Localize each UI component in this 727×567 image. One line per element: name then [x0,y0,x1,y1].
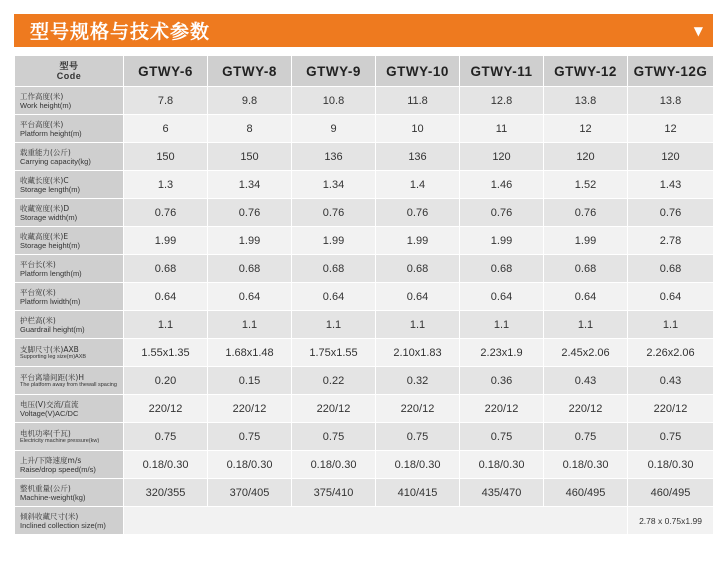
table-cell: 0.64 [376,283,459,310]
table-cell: 0.68 [208,255,291,282]
table-cell: 0.43 [544,367,627,394]
row-label-zh: 平台高度(米) [20,119,64,129]
section-header [14,14,713,47]
table-cell: 0.68 [544,255,627,282]
table-cell: 10.8 [292,87,375,114]
table-cell: 2.10x1.83 [376,339,459,366]
row-label-en: Supporting leg size(m)AXB [20,353,87,360]
table-cell: 1.46 [460,171,543,198]
table-cell: 2.23x1.9 [460,339,543,366]
table-cell: 9.8 [208,87,291,114]
table-cell: 220/12 [544,395,627,422]
model-header-row [15,56,713,86]
row-label [15,171,123,198]
row-label-zh: 收藏长度(米)C [20,175,69,185]
table-cell: 0.76 [460,199,543,226]
table-row [15,395,713,422]
table-cell: 2.78 x 0.75x1.99 [628,507,713,534]
table-cell: 0.76 [124,199,207,226]
table-cell: 0.75 [292,423,375,450]
row-label-zh: 整机重量(公斤) [20,483,71,493]
row-label-en: Storage height(m) [20,240,81,250]
table-cell: 0.32 [376,367,459,394]
table-cell: 0.18/0.30 [208,451,291,478]
table-cell: 375/410 [292,479,375,506]
row-label [15,311,123,338]
table-cell: 120 [460,143,543,170]
row-label-zh: 护栏高(米) [20,315,56,325]
row-label-en: Machine-weight(kg) [20,492,86,502]
table-cell: 1.99 [292,227,375,254]
model-header: GTWY-10 [376,56,459,86]
table-cell: 0.22 [292,367,375,394]
row-label [15,143,123,170]
table-cell: 320/355 [124,479,207,506]
table-cell: 0.64 [124,283,207,310]
row-label [15,451,123,478]
row-label-zh: 收藏高度(米)E [20,231,69,241]
table-cell: 0.43 [628,367,713,394]
table-cell: 10 [376,115,459,142]
table-cell: 0.76 [376,199,459,226]
table-cell: 13.8 [544,87,627,114]
table-cell: 0.64 [208,283,291,310]
row-label-zh: 收藏宽度(米)D [20,203,70,213]
row-label [15,115,123,142]
table-row [15,143,713,170]
table-row [15,227,713,254]
row-label [15,367,123,394]
row-label-zh: 平台宽(米) [20,287,56,297]
table-row [15,423,713,450]
row-label-zh: 平台离墙间距(米)H [20,372,84,382]
table-cell: 1.52 [544,171,627,198]
table-row [15,451,713,478]
table-row [15,339,713,366]
row-label-en: Platform length(m) [20,268,82,278]
table-cell: 0.75 [628,423,713,450]
table-cell: 0.68 [460,255,543,282]
table-row [15,171,713,198]
row-label-en: Electricity machine pressure(kw) [20,437,100,444]
row-label-en: Platform lwidth(m) [20,296,81,306]
table-cell: 1.75x1.55 [292,339,375,366]
row-label [15,87,123,114]
row-label-zh: 电压(V)交流/直流 [20,399,79,409]
table-cell: 9 [292,115,375,142]
code-label-en: Code [56,71,82,81]
table-cell: 1.99 [544,227,627,254]
table-cell: 1.1 [292,311,375,338]
table-row [15,367,713,394]
table-cell: 8 [208,115,291,142]
table-cell: 0.75 [460,423,543,450]
table-cell: 7.8 [124,87,207,114]
table-cell: 2.78 [628,227,713,254]
table-cell: 1.3 [124,171,207,198]
table-cell: 0.68 [292,255,375,282]
table-cell: 0.75 [376,423,459,450]
row-label-zh: 支脚尺寸(米)AXB [20,344,79,354]
table-cell: 150 [124,143,207,170]
row-label [15,395,123,422]
table-row [15,87,713,114]
table-cell: 0.18/0.30 [292,451,375,478]
table-cell: 370/405 [208,479,291,506]
table-row [15,283,713,310]
row-label-zh: 平台长(米) [20,259,56,269]
table-cell: 1.1 [628,311,713,338]
model-header: GTWY-8 [208,56,291,86]
table-cell: 220/12 [460,395,543,422]
model-header: GTWY-9 [292,56,375,86]
table-cell: 11.8 [376,87,459,114]
row-label-en: Guardrail height(m) [20,324,85,334]
table-cell: 1.99 [460,227,543,254]
table-cell: 1.1 [544,311,627,338]
code-label-zh: 型号 [59,61,79,71]
row-label [15,255,123,282]
collapse-arrow-icon[interactable]: ▼ [693,23,703,38]
table-cell: 1.1 [376,311,459,338]
table-cell: 0.75 [124,423,207,450]
table-cell: 0.20 [124,367,207,394]
table-cell: 0.68 [376,255,459,282]
section-title: 型号规格与技术参数 [30,21,211,43]
table-cell: 120 [628,143,713,170]
row-label-en: Storage width(m) [20,212,78,222]
table-cell: 1.1 [460,311,543,338]
model-header: GTWY-12G [628,56,713,86]
table-cell: 0.18/0.30 [376,451,459,478]
table-cell: 1.1 [124,311,207,338]
table-cell: 0.18/0.30 [628,451,713,478]
table-cell: 0.76 [544,199,627,226]
table-cell: 13.8 [628,87,713,114]
empty-cell [124,507,627,534]
table-row [15,199,713,226]
table-cell: 0.18/0.30 [460,451,543,478]
table-row [15,115,713,142]
spec-table-body [15,87,713,534]
table-cell: 136 [376,143,459,170]
row-label-zh: 倾斜收藏尺寸(米) [20,511,79,521]
table-cell: 0.18/0.30 [124,451,207,478]
table-cell: 6 [124,115,207,142]
row-label-en: Work height(m) [20,100,72,110]
row-label-en: Voltage(V)AC/DC [20,408,79,418]
table-cell: 0.64 [628,283,713,310]
table-row-inclined-size [15,507,713,534]
row-label [15,283,123,310]
row-label-en: Platform height(m) [20,128,82,138]
table-cell: 220/12 [376,395,459,422]
row-label [15,199,123,226]
table-cell: 1.99 [376,227,459,254]
table-cell: 0.76 [208,199,291,226]
table-cell: 1.1 [208,311,291,338]
table-cell: 410/415 [376,479,459,506]
table-cell: 0.64 [544,283,627,310]
row-label [15,423,123,450]
table-cell: 0.76 [292,199,375,226]
table-cell: 136 [292,143,375,170]
table-cell: 1.99 [208,227,291,254]
table-cell: 1.43 [628,171,713,198]
table-cell: 0.36 [460,367,543,394]
table-cell: 220/12 [292,395,375,422]
table-row [15,479,713,506]
table-cell: 0.75 [544,423,627,450]
row-label-en: Inclined collection size(m) [20,520,106,530]
table-cell: 1.68x1.48 [208,339,291,366]
row-label-zh: 工作高度(米) [20,91,64,101]
row-label-en: The platform away from thewall spacing [20,381,117,388]
row-label [15,479,123,506]
model-header: GTWY-12 [544,56,627,86]
table-cell: 460/495 [544,479,627,506]
model-header: GTWY-6 [124,56,207,86]
table-cell: 0.64 [292,283,375,310]
row-label-en: Storage length(m) [20,184,81,194]
row-label-zh: 上升/下降速度m/s [20,455,82,465]
table-cell: 460/495 [628,479,713,506]
table-cell: 1.34 [208,171,291,198]
row-label [15,227,123,254]
table-cell: 2.45x2.06 [544,339,627,366]
table-cell: 0.76 [628,199,713,226]
table-cell: 1.55x1.35 [124,339,207,366]
table-cell: 1.99 [124,227,207,254]
row-label-en: Raise/drop speed(m/s) [20,464,96,474]
table-cell: 220/12 [208,395,291,422]
model-header: GTWY-11 [460,56,543,86]
table-cell: 0.75 [208,423,291,450]
row-label-zh: 电机功率(千瓦) [20,428,71,438]
table-cell: 0.15 [208,367,291,394]
code-header-cell [15,56,123,86]
table-cell: 12.8 [460,87,543,114]
table-cell: 12 [628,115,713,142]
table-row [15,255,713,282]
row-label [15,339,123,366]
table-cell: 12 [544,115,627,142]
table-cell: 220/12 [124,395,207,422]
row-label [15,507,123,534]
row-label-zh: 载重能力(公斤) [20,147,71,157]
table-cell: 220/12 [628,395,713,422]
table-cell: 0.68 [124,255,207,282]
row-label-en: Carrying capacity(kg) [20,156,91,166]
table-cell: 120 [544,143,627,170]
table-cell: 11 [460,115,543,142]
table-cell: 150 [208,143,291,170]
table-row [15,311,713,338]
spec-table [14,55,714,535]
table-cell: 2.26x2.06 [628,339,713,366]
table-cell: 1.34 [292,171,375,198]
table-cell: 435/470 [460,479,543,506]
table-cell: 0.64 [460,283,543,310]
table-cell: 1.4 [376,171,459,198]
table-cell: 0.18/0.30 [544,451,627,478]
table-cell: 0.68 [628,255,713,282]
